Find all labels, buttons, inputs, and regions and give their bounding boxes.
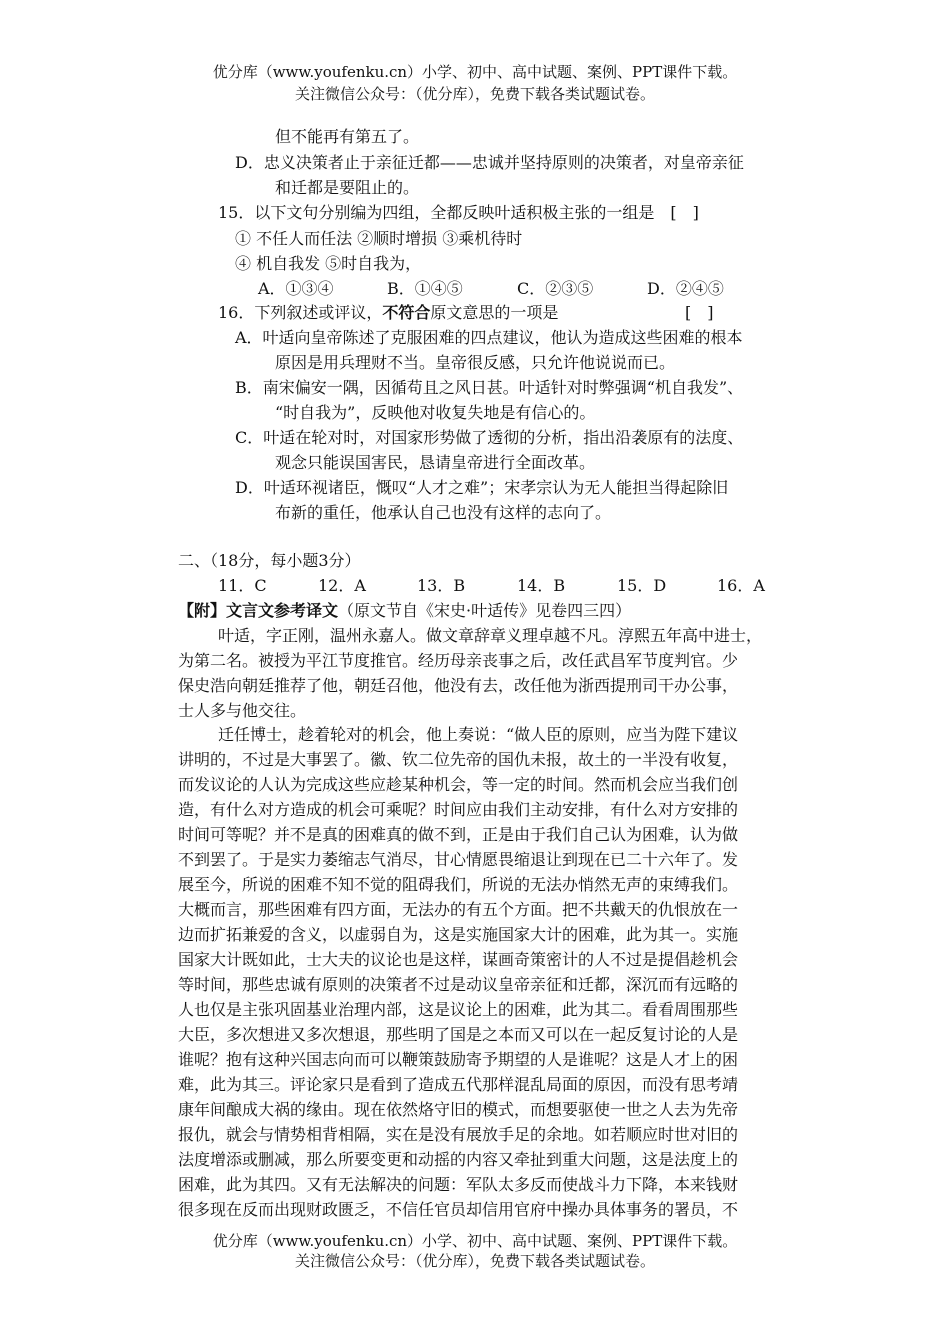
translation-line: 时间可等呢？并不是真的困难真的做不到，正是由于我们自己认为困难，认为做 — [178, 825, 739, 844]
answer-item: 11．C — [218, 576, 267, 595]
answer-item: 16．A — [717, 576, 765, 595]
q15-items-line-1: ① 不任人而任法 ②顺时增损 ③乘机待时 — [235, 229, 523, 248]
translation-line: 康年间酿成大祸的缘由。现在依然烙守旧的模式，而想要驱使一世之人去为先帝 — [178, 1100, 739, 1119]
answers-section-title: 二、（18分，每小题3分） — [178, 551, 361, 570]
q15-items-line-2: ④ 机自我发 ⑤时自我为， — [235, 254, 422, 273]
translation-line: 国家大计既如此，士大夫的议论也是这样，谋画奇策密计的人不过是提倡趁机会 — [178, 950, 739, 969]
q15-option-d: D．②④⑤ — [647, 279, 724, 298]
translation-line: 展至今，所说的困难不知不觉的阻碍我们，所说的无法办悄然无声的束缚我们。 — [178, 875, 739, 894]
footer-line-2: 关注微信公众号：（优分库），免费下载各类试题试卷。 — [294, 1252, 655, 1270]
q14-option-d-line-2: 和迁都是要阻止的。 — [275, 178, 420, 197]
translation-heading — [178, 600, 631, 622]
translation-line: 叶适，字正刚，温州永嘉人。做文章辞章义理卓越不凡。淳熙五年高中进士， — [218, 626, 763, 645]
answer-item: 12．A — [318, 576, 366, 595]
translation-line: 谁呢？抱有这种兴国志向而可以鞭策鼓励寄予期望的人是谁呢？这是人才上的困 — [178, 1050, 739, 1069]
translation-line: 报仇，就会与情势相背相隔，实在是没有展放手足的余地。如若顺应时世对旧的 — [178, 1125, 739, 1144]
translation-line: 法度增添或删减，那么所要变更和动摇的内容又牵扯到重大问题，这是法度上的 — [178, 1150, 739, 1169]
answer-item: 15．D — [617, 576, 667, 595]
q16-answer-bracket: [ ] — [685, 303, 714, 322]
q16-stem-emphasis: 不符合 — [382, 303, 431, 322]
translation-line: 造，有什么对方造成的机会可乘呢？时间应由我们主动安排，有什么对方安排的 — [178, 800, 739, 819]
q16-option-c-line-2: 观念只能误国害民，恳请皇帝进行全面改革。 — [275, 453, 596, 472]
q16-option-a-line-1: A．叶适向皇帝陈述了克服困难的四点建议，他认为造成这些困难的根本 — [235, 328, 743, 347]
translation-line: 等时间，那些忠诚有原则的决策者不过是动议皇帝亲征和迁都，深沉而有远略的 — [178, 975, 739, 994]
translation-line: 而发议论的人认为完成这些应趁某种机会，等一定的时间。然而机会应当我们创 — [178, 775, 739, 794]
q16-option-d-line-2: 布新的重任，他承认自己也没有这样的志向了。 — [275, 503, 612, 522]
header-line-1: 优分库（www.youfenku.cn）小学、初中、高中试题、案例、PPT课件下载。 — [212, 63, 738, 81]
translation-line: 边而扩拓兼爱的含义，以虚弱自为，这是实施国家大计的困难，此为其一。实施 — [178, 925, 739, 944]
translation-line: 讲明的，不过是大事罢了。徽、钦二位先帝的国仇未报，故土的一半没有收复， — [178, 750, 739, 769]
translation-line: 很多现在反而出现财政匮乏，不信任官员却信用官府中操办具体事务的署员，不 — [178, 1200, 739, 1219]
q16-option-a-line-2: 原因是用兵理财不当。皇帝很反感，只允许他说说而已。 — [275, 353, 676, 372]
header-line-2: 关注微信公众号：（优分库），免费下载各类试题试卷。 — [294, 85, 655, 103]
answer-item: 13．B — [417, 576, 466, 595]
translation-line: 不到罢了。于是实力萎缩志气消尽，甘心情愿畏缩退让到现在已二十六年了。发 — [178, 850, 739, 869]
q15-option-a: A．①③④ — [258, 279, 334, 298]
q15-option-b: B．①④⑤ — [387, 279, 463, 298]
q14-option-c-continued: 但不能再有第五了。 — [275, 127, 420, 146]
answer-item: 14．B — [517, 576, 566, 595]
q14-option-d-line-1: D．忠义决策者止于亲征迁都——忠诚并坚持原则的决策者，对皇帝亲征 — [235, 153, 744, 172]
translation-line: 困难，此为其四。又有无法解决的问题：军队太多反而使战斗力下降，本来钱财 — [178, 1175, 739, 1194]
translation-heading-source: （原文节自《宋史·叶适传》见卷四三四） — [338, 601, 632, 620]
translation-line: 难，此为其三。评论家只是看到了造成五代那样混乱局面的原因，而没有思考靖 — [178, 1075, 739, 1094]
q16-stem-prefix: 16．下列叙述或评议， — [218, 303, 383, 322]
q16-option-b-line-1: B．南宋偏安一隅，因循苟且之风日甚。叶适针对时弊强调“机自我发”、 — [235, 378, 744, 397]
q16-option-c-line-1: C．叶适在轮对时，对国家形势做了透彻的分析，指出沿袭原有的法度、 — [235, 428, 744, 447]
translation-line: 大臣，多次想进又多次想退，那些明了国是之本而又可以在一起反复讨论的人是 — [178, 1025, 739, 1044]
translation-line: 大概而言，那些困难有四方面，无法办的有五个方面。把不共戴天的仇恨放在一 — [178, 900, 739, 919]
translation-line: 士人多与他交往。 — [178, 701, 307, 720]
translation-line: 人也仅是主张巩固基业治理内部，这是议论上的困难，此为其二。看看周围那些 — [178, 1000, 739, 1019]
translation-heading-title: 【附】文言文参考译文 — [178, 601, 339, 620]
answers-row — [218, 575, 778, 597]
translation-line: 保史浩向朝廷推荐了他，朝廷召他，他没有去，改任他为浙西提刑司干办公事， — [178, 676, 739, 695]
translation-line: 迁任博士，趁着轮对的机会，他上奏说：“做人臣的原则，应当为陛下建议 — [218, 725, 739, 744]
q16-option-b-line-2: “时自我为”，反映他对收复失地是有信心的。 — [275, 403, 596, 422]
q16-stem-suffix: 原文意思的一项是 — [430, 303, 559, 322]
q16-option-d-line-1: D．叶适环视诸臣，慨叹“人才之难”；宋孝宗认为无人能担当得起除旧 — [235, 478, 729, 497]
translation-line: 为第二名。被授为平江节度推官。经历母亲丧事之后，改任武昌军节度判官。少 — [178, 651, 739, 670]
q15-stem: 15．以下文句分别编为四组，全都反映叶适积极主张的一组是 [ ] — [218, 203, 699, 222]
footer-line-1: 优分库（www.youfenku.cn）小学、初中、高中试题、案例、PPT课件下载。 — [212, 1232, 738, 1250]
q16-stem — [218, 302, 558, 324]
q15-option-c: C．②③⑤ — [517, 279, 594, 298]
